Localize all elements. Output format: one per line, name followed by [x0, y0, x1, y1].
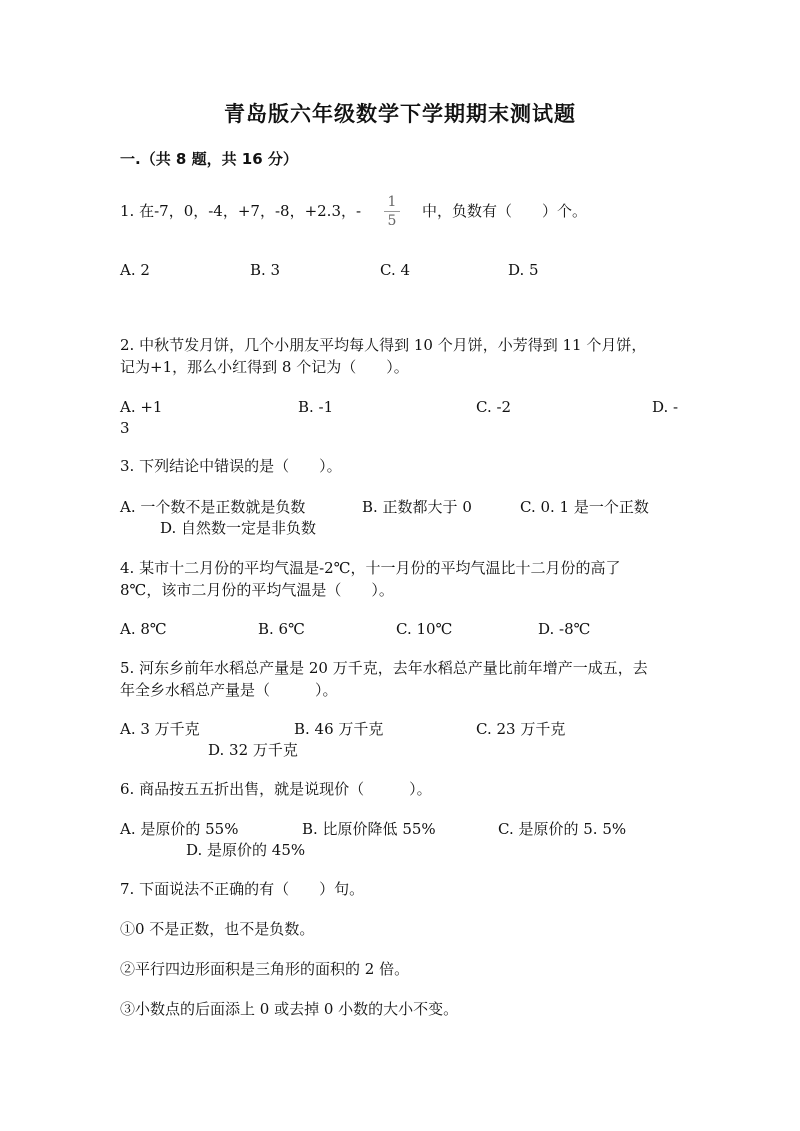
q1-fraction-bar — [384, 211, 400, 212]
q1-stem-after: 中，负数有（ ）个。 — [422, 202, 588, 220]
q1-fraction-denominator: 5 — [387, 213, 397, 229]
q1-fraction — [384, 194, 400, 229]
section-heading: 一.（共 8 题，共 16 分） — [120, 150, 298, 168]
q5-stem-line2: 年全乡水稻总产量是（ ）。 — [120, 681, 338, 699]
q6-stem-line1: 6. 商品按五五折出售，就是说现价（ ）。 — [120, 780, 432, 798]
q1-option-d[interactable]: D. 5 — [508, 261, 539, 279]
q3-option-b[interactable]: B. 正数都大于 0 — [362, 498, 472, 516]
q5-option-b[interactable]: B. 46 万千克 — [294, 720, 384, 738]
q7-statement-1: ①0 不是正数，也不是负数。 — [120, 920, 315, 938]
q2-option-a[interactable]: A. +1 — [120, 398, 163, 416]
q3-stem-line1: 3. 下列结论中错误的是（ ）。 — [120, 457, 342, 475]
q6-option-a[interactable]: A. 是原价的 55% — [120, 820, 239, 838]
q4-stem-line2: 8℃，该市二月份的平均气温是（ ）。 — [120, 581, 394, 599]
q4-stem-line1: 4. 某市十二月份的平均气温是-2℃，十一月份的平均气温比十二月份的高了 — [120, 559, 621, 577]
q2-option-b[interactable]: B. -1 — [298, 398, 334, 416]
q5-option-c[interactable]: C. 23 万千克 — [476, 720, 566, 738]
q4-option-b[interactable]: B. 6℃ — [258, 620, 305, 638]
q5-option-a[interactable]: A. 3 万千克 — [120, 720, 200, 738]
q6-option-c[interactable]: C. 是原价的 5. 5% — [498, 820, 627, 838]
q3-option-c[interactable]: C. 0. 1 是一个正数 — [520, 498, 649, 516]
q7-statement-2: ②平行四边形面积是三角形的面积的 2 倍。 — [120, 960, 410, 978]
q5-stem-line1: 5. 河东乡前年水稻总产量是 20 万千克，去年水稻总产量比前年增产一成五，去 — [120, 659, 648, 677]
q2-option-d-wrap: 3 — [120, 419, 130, 437]
q3-option-a[interactable]: A. 一个数不是正数就是负数 — [120, 498, 306, 516]
q1-option-c[interactable]: C. 4 — [380, 261, 411, 279]
q1-option-b[interactable]: B. 3 — [250, 261, 281, 279]
q2-option-c[interactable]: C. -2 — [476, 398, 512, 416]
q7-stem-line1: 7. 下面说法不正确的有（ ）句。 — [120, 880, 365, 898]
q2-stem-line1: 2. 中秋节发月饼，几个小朋友平均每人得到 10 个月饼，小芳得到 11 个月饼， — [120, 336, 647, 354]
q2-option-d[interactable]: D. - — [652, 398, 679, 416]
q6-option-d[interactable]: D. 是原价的 45% — [186, 841, 306, 859]
q6-option-b[interactable]: B. 比原价降低 55% — [302, 820, 436, 838]
q4-option-d[interactable]: D. -8℃ — [538, 620, 591, 638]
q1-fraction-numerator: 1 — [387, 194, 397, 210]
q3-option-d[interactable]: D. 自然数一定是非负数 — [160, 519, 317, 537]
q1-option-a[interactable]: A. 2 — [120, 261, 150, 279]
q5-option-d[interactable]: D. 32 万千克 — [208, 741, 298, 759]
q1-stem-before: 1. 在-7，0，-4，+7，-8，+2.3，- — [120, 202, 362, 220]
page-title: 青岛版六年级数学下学期期末测试题 — [224, 102, 576, 126]
q7-statement-3: ③小数点的后面添上 0 或去掉 0 小数的大小不变。 — [120, 1000, 459, 1018]
q4-option-c[interactable]: C. 10℃ — [396, 620, 453, 638]
q4-option-a[interactable]: A. 8℃ — [120, 620, 167, 638]
q2-stem-line2: 记为+1，那么小红得到 8 个记为（ ）。 — [120, 358, 409, 376]
